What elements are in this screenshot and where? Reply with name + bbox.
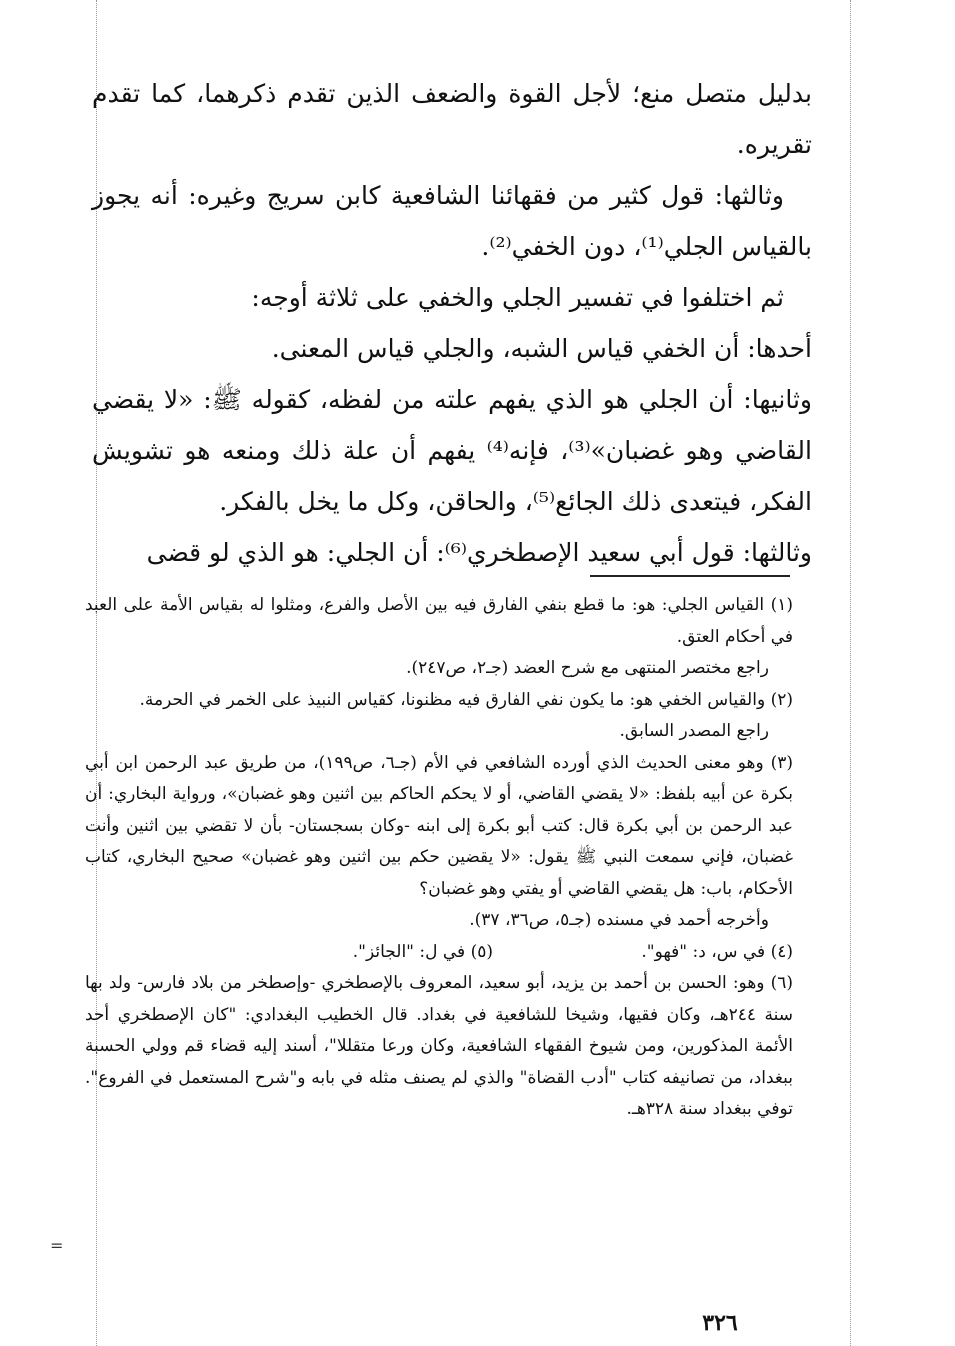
paragraph-2: وثالثها: قول كثير من فقهائنا الشافعية كابن سريج وغيره: أنه يجوز بالقياس الجلي⁽¹⁾، دون الخفي⁽²⁾. bbox=[92, 181, 812, 261]
footnote-5: (٥) في ل: "الجائز". bbox=[352, 941, 493, 962]
footnote-divider bbox=[590, 575, 790, 577]
page-number: ٣٢٦ bbox=[702, 1310, 738, 1336]
paragraph-3: ثم اختلفوا في تفسير الجلي والخفي على ثلاثة أوجه: bbox=[251, 283, 784, 312]
scan-guide-line bbox=[850, 0, 851, 1346]
margin-mark: = bbox=[50, 1236, 64, 1255]
footnote-3-reference: وأخرجه أحمد في مسنده (جـ٥، ص٣٦، ٣٧). bbox=[469, 910, 769, 930]
paragraph-4: أحدها: أن الخفي قياس الشبه، والجلي قياس المعنى. bbox=[271, 334, 812, 363]
footnote-4: (٤) في س، د: "فهو". bbox=[641, 941, 793, 962]
footnote-1: (١) القياس الجلي: هو: ما قطع بنفي الفارق فيه بين الأصل والفرع، ومثلوا له بقياس الأمة على العبد في أحكام العتق. bbox=[85, 595, 793, 647]
footnotes bbox=[85, 590, 793, 1126]
footnote-6: (٦) وهو: الحسن بن أحمد بن يزيد، أبو سعيد، المعروف بالإصطخري -وإصطخر من بلاد فارس- ولد بها سنة ٢٤٤هـ، وكان فقيها، وشيخا للشافعية في بغداد. قال الخطيب البغدادي: "كان الإصطخري أحد الأئمة المذكورين، ومن شيوخ الفقهاء الشافعية، وكان ورعا متقللا"، أسند إليه قضاء قم وولي الحسبة ببغداد، من تصانيفه كتاب "أدب القضاة" والذي لم يصنف مثله في بابه و"شرح المستعمل في الفروع". توفي ببغداد سنة ٣٢٨هـ. bbox=[85, 973, 793, 1119]
footnote-row-4-5 bbox=[85, 937, 793, 969]
footnote-2: (٢) والقياس الخفي هو: ما يكون نفي الفارق فيه مظنونا، كقياس النبيذ على الخمر في الحرمة. bbox=[139, 689, 793, 710]
paragraph-6: وثالثها: قول أبي سعيد الإصطخري⁽⁶⁾: أن الجلي: هو الذي لو قضى bbox=[146, 538, 812, 567]
main-text bbox=[92, 68, 812, 578]
footnote-2-reference: راجع المصدر السابق. bbox=[619, 721, 769, 741]
paragraph-1: بدليل متصل منع؛ لأجل القوة والضعف الذين تقدم ذكرهما، كما تقدم تقريره. bbox=[92, 79, 812, 159]
footnote-1-reference: راجع مختصر المنتهى مع شرح العضد (جـ٢، ص٢٤٧). bbox=[406, 658, 769, 678]
footnote-3: (٣) وهو معنى الحديث الذي أورده الشافعي في الأم (جـ٦، ص١٩٩)، من طريق عبد الرحمن ابن أبي بكرة عن أبيه بلفظ: «لا يقضي القاضي، أو لا يحكم الحاكم بين اثنين وهو غضبان»، ورواية البخاري: أن عبد الرحمن بن أبي بكرة قال: كتب أبو بكرة إلى ابنه -وكان بسجستان- بأن لا تقضي بين اثنين وأنت غضبان، فإني سمعت النبي ﷺ يقول: «لا يقضين حكم بين اثنين وهو غضبان» صحيح البخاري، كتاب الأحكام، باب: هل يقضي القاضي أو يفتي وهو غضبان؟ bbox=[85, 752, 793, 899]
paragraph-5: وثانيها: أن الجلي هو الذي يفهم علته من لفظه، كقوله ﷺ: «لا يقضي القاضي وهو غضبان»⁽³⁾، فإنه⁽⁴⁾ يفهم أن علة ذلك ومنعه هو تشويش الفكر، فيتعدى ذلك الجائع⁽⁵⁾، والحاقن، وكل ما يخل بالفكر. bbox=[92, 385, 812, 516]
